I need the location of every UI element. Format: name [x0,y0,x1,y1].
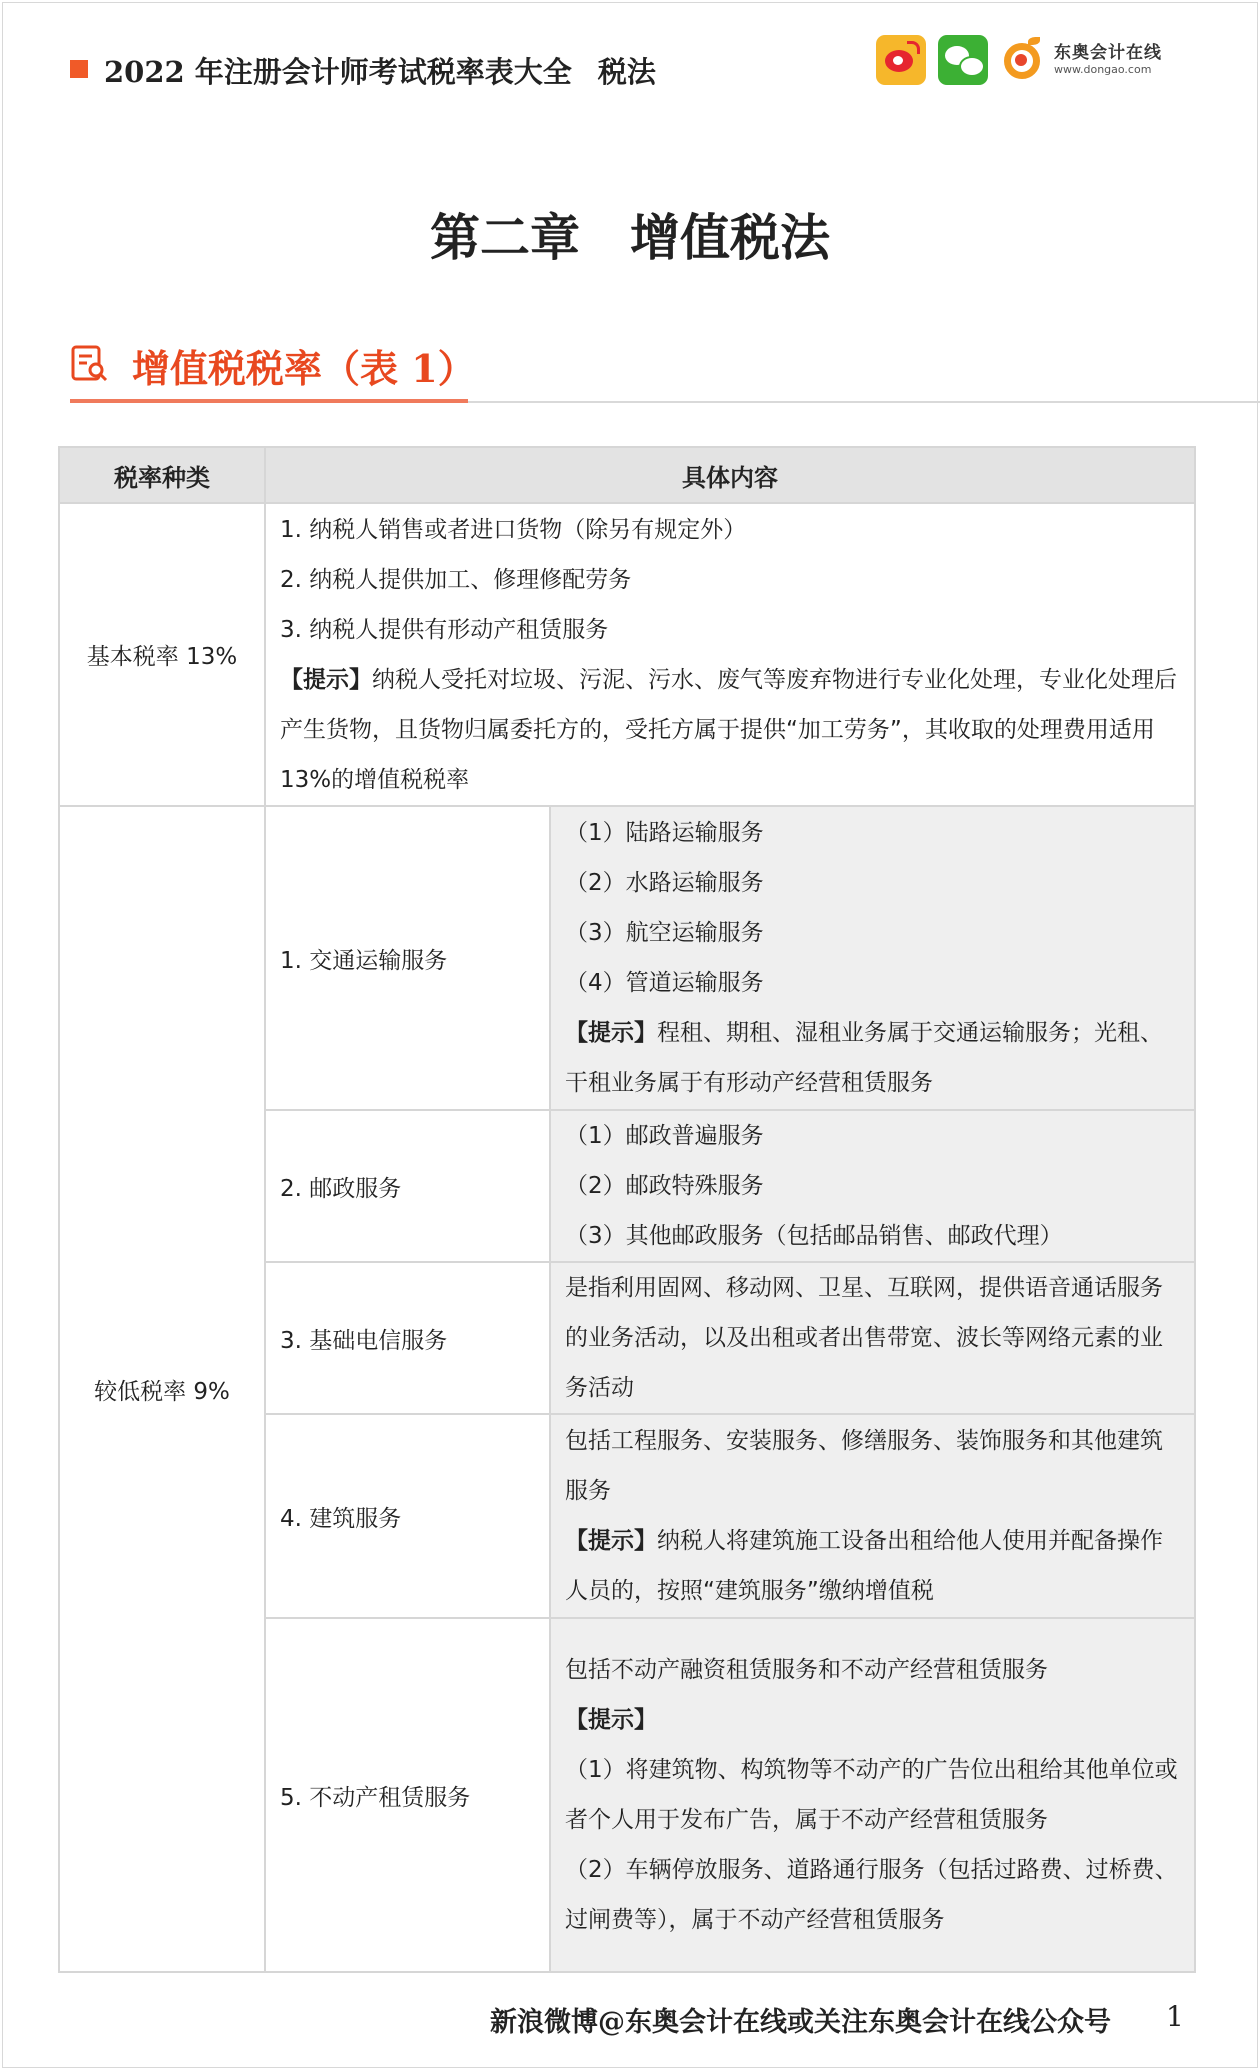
table-row-transport [59,806,1195,1110]
tip-label: 【提示】 [565,1020,657,1046]
detail-text: 包括不动产融资租赁服务和不动产经营租赁服务 [565,1657,1048,1683]
basic-rate-content [265,503,1195,806]
detail-sub-1: （1）将建筑物、构筑物等不动产的广告位出租给其他单位或者个人用于发布广告，属于不动产经营租赁服务 [565,1757,1178,1833]
detail-telecom [550,1262,1195,1414]
tip-text: 纳税人将建筑施工设备出租给他人使用并配备操作人员的，按照“建筑服务”缴纳增值税 [565,1528,1163,1604]
header-logos [876,32,1162,88]
brand-name: 东奥会计在线 [1054,43,1162,63]
detail-construction [550,1414,1195,1618]
detail-sub-2: （2）车辆停放服务、道路通行服务（包括过路费、过桥费、过闸费等），属于不动产经营租赁服务 [565,1857,1178,1933]
basic-line-1: 1. 纳税人销售或者进口货物（除另有规定外） [280,516,747,543]
detail-line: （3）其他邮政服务（包括邮品销售、邮政代理） [565,1223,1063,1249]
item-construction: 4. 建筑服务 [265,1414,550,1618]
wechat-icon[interactable] [938,35,988,85]
detail-real-estate [550,1618,1195,1972]
header-title-text: 2022 年注册会计师考试税率表大全 [104,55,572,89]
section-rule [468,401,1260,403]
basic-tip [280,655,1180,805]
item-real-estate: 5. 不动产租赁服务 [265,1618,550,1972]
tip-label: 【提示】 [565,1707,657,1733]
document-search-icon [70,344,110,384]
detail-text: 包括工程服务、安装服务、修缮服务、装饰服务和其他建筑服务 [565,1428,1163,1504]
tip-text: 程租、期租、湿租业务属于交通运输服务；光租、干租业务属于有形动产经营租赁服务 [565,1020,1163,1096]
dongao-brand[interactable] [1054,43,1162,77]
detail-text: 是指利用固网、移动网、卫星、互联网，提供语音通话服务的业务活动，以及出租或者出售带宽、波长等网络元素的业务活动 [565,1275,1163,1401]
item-telecom: 3. 基础电信服务 [265,1262,550,1414]
weibo-icon[interactable] [876,35,926,85]
table-header-row [59,447,1195,503]
chapter-title: 第二章 增值税法 [430,208,830,267]
table-row-basic [59,503,1195,806]
header-subject: 税法 [597,55,656,89]
tip-text: 纳税人受托对垃圾、污泥、污水、废气等废弃物进行专业化处理，专业化处理后产生货物，且货物归属委托方的，受托方属于提供“加工劳务”，其收取的处理费用适用 13%的增值税税率 [280,666,1177,793]
construction-tip [565,1516,1180,1616]
tip-label: 【提示】 [565,1528,657,1554]
detail-line: （4）管道运输服务 [565,970,764,996]
tip-label: 【提示】 [280,666,372,693]
section-underline [70,399,468,403]
header-marker [70,60,88,78]
detail-line: （1）邮政普遍服务 [565,1123,764,1149]
page-number: 1 [1166,2000,1184,2033]
item-postal: 2. 邮政服务 [265,1110,550,1262]
header-rate-type: 税率种类 [59,447,265,503]
header-content: 具体内容 [265,447,1195,503]
category-lower-rate: 较低税率 9% [59,806,265,1972]
section-heading: 增值税税率（表 1） [132,346,476,391]
category-basic-rate: 基本税率 13% [59,503,265,806]
detail-line: （2）邮政特殊服务 [565,1173,764,1199]
detail-line: （3）航空运输服务 [565,920,764,946]
detail-line: （2）水路运输服务 [565,870,764,896]
detail-postal [550,1110,1195,1262]
basic-line-3: 3. 纳税人提供有形动产租赁服务 [280,616,609,643]
brand-url: www.dongao.com [1054,63,1152,76]
detail-line: （1）陆路运输服务 [565,820,764,846]
dongao-logo-icon[interactable] [1002,35,1050,85]
vat-rate-table [58,446,1196,1973]
item-transport: 1. 交通运输服务 [265,806,550,1110]
basic-line-2: 2. 纳税人提供加工、修理修配劳务 [280,566,632,593]
header-title [104,50,656,91]
detail-transport [550,806,1195,1110]
transport-tip [565,1008,1180,1108]
footer-text: 新浪微博@东奥会计在线或关注东奥会计在线公众号 [490,2007,1111,2038]
